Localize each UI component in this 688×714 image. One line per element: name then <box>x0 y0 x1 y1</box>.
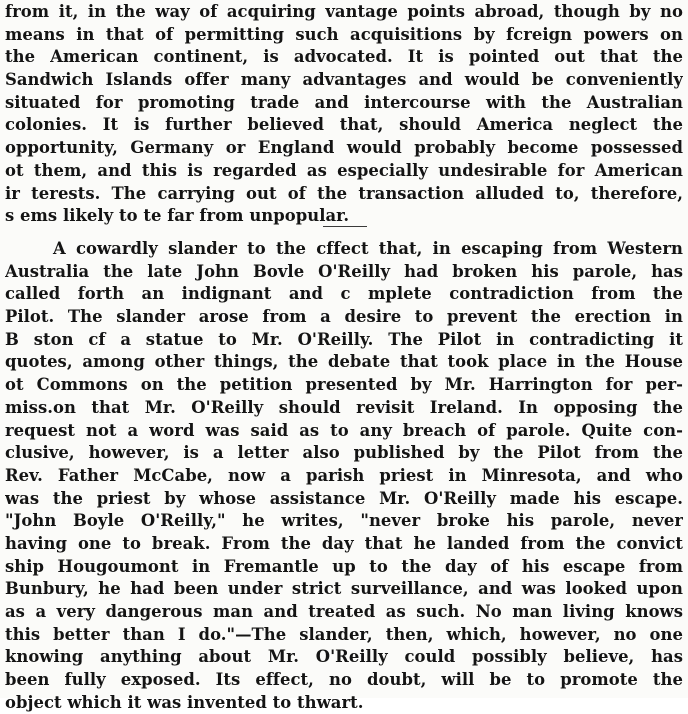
text-line: miss.on that Mr. O'Reilly should revisit Ireland. In opposing the <box>5 397 683 417</box>
text-line: ot Commons on the petition presented by Mr. Harrington for per- <box>5 375 683 395</box>
text-line: A cowardly slander to the cffect that, in escaping from Western <box>53 239 683 258</box>
text-line: colonies. It is further believed that, should America neglect the <box>5 115 683 135</box>
text-line: from it, in the way of acquiring vantage points abroad, though by no <box>5 2 683 21</box>
section-divider <box>323 226 367 227</box>
text-line: B ston cf a statue to Mr. O'Reilly. The Pilot in contradicting it <box>5 329 683 349</box>
text-line: having one to break. From the day that he landed from the convict <box>5 533 683 553</box>
text-line: this better than I do."—The slander, then, which, however, no one <box>5 624 683 644</box>
text-line: ir terests. The carrying out of the transaction alluded to, therefore, <box>5 183 683 203</box>
text-line: means in that of permitting such acquisitions by fcreign powers on <box>5 24 683 44</box>
text-line: called forth an indignant and c mplete contradiction from the <box>5 284 683 304</box>
text-line: been fully exposed. Its effect, no doubt, will be to promote the <box>5 670 683 690</box>
text-line: s ems likely to te far from unpopular. <box>5 206 350 226</box>
text-line: "John Boyle O'Reilly," he writes, "never broke his parole, never <box>5 511 683 531</box>
text-line: the American continent, is advocated. It is pointed out that the <box>5 47 683 67</box>
text-line: clusive, however, is a letter also published by the Pilot from the <box>5 443 683 463</box>
text-line: opportunity, Germany or England would probably become possessed <box>5 138 683 158</box>
text-line: Rev. Father McCabe, now a parish priest in Minresota, and who <box>5 465 683 485</box>
text-line: Pilot. The slander arose from a desire to prevent the erection in <box>5 307 683 327</box>
text-line: knowing anything about Mr. O'Reilly could possibly believe, has <box>5 647 683 667</box>
text-line: Australia the late John Bovle O'Reilly had broken his parole, has <box>5 261 683 281</box>
text-line: quotes, among other things, the debate that took place in the House <box>5 352 683 372</box>
text-line: ot them, and this is regarded as especially undesirable for American <box>5 160 683 180</box>
paragraph-sandwich-islands <box>5 1 683 228</box>
text-line: request not a word was said as to any breach of parole. Quite con- <box>5 420 683 440</box>
text-line: situated for promoting trade and intercourse with the Australian <box>5 92 683 112</box>
text-line: was the priest by whose assistance Mr. O'Reilly made his escape. <box>5 488 683 508</box>
text-line: as a very dangerous man and treated as such. No man living knows <box>5 602 683 621</box>
text-line: object which it was invented to thwart. <box>5 692 364 712</box>
text-line: ship Hougoumont in Fremantle up to the day of his escape from <box>5 556 683 576</box>
text-line: Sandwich Islands offer many advantages and would be conveniently <box>5 70 683 90</box>
text-line: Bunbury, he had been under strict surveillance, and was looked upon <box>5 579 683 599</box>
paragraph-oreilly-slander <box>5 238 683 714</box>
